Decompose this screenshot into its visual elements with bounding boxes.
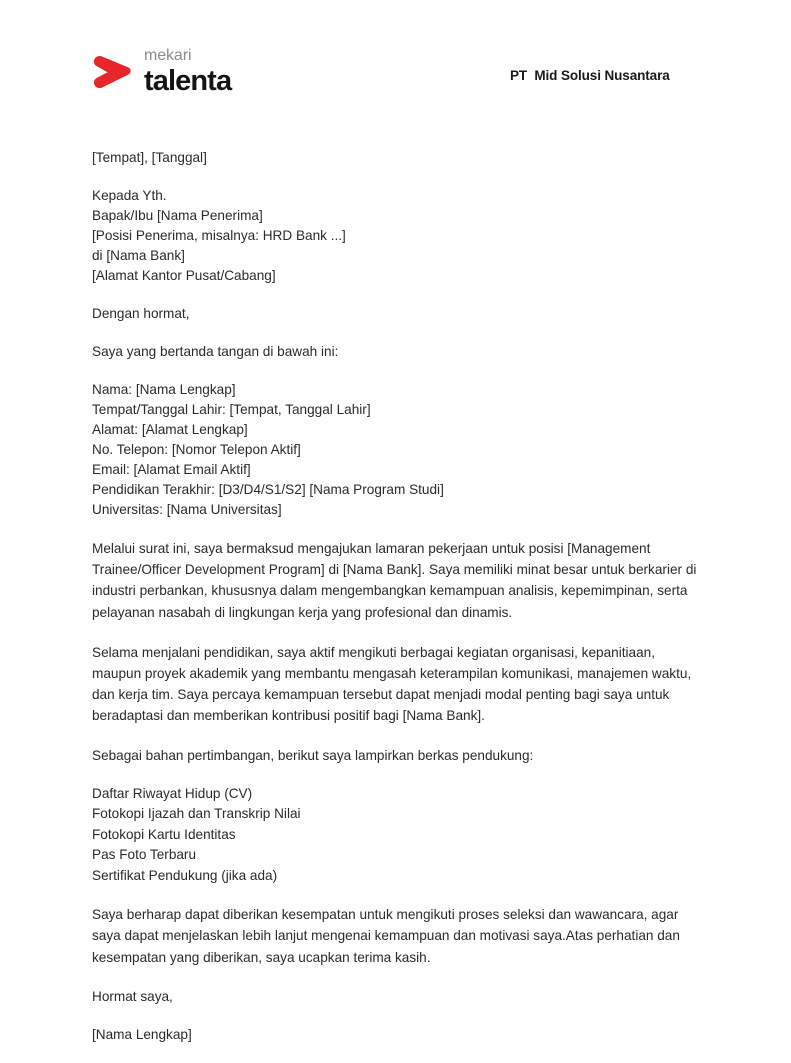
intro-line: Saya yang bertanda tangan di bawah ini: (92, 344, 339, 359)
place-date-block (92, 148, 704, 168)
attachment-item: Sertifikat Pendukung (jika ada) (92, 867, 278, 883)
attachments-list (92, 784, 704, 887)
personal-detail-line: Alamat: [Alamat Lengkap] (92, 422, 248, 437)
attachments-intro-line: Sebagai bahan pertimbangan, berikut saya lampirkan berkas pendukung: (92, 747, 534, 763)
intro-block (92, 342, 704, 362)
body-paragraph-1: Melalui surat ini, saya bermaksud mengajukan lamaran pekerjaan untuk posisi [Management Trainee/Officer Development Program] di [Nama Bank]. Saya memiliki minat besar untuk berkarier di industri perbankan, khususnya dalam mengembangkan kemampuan analisis, kepemimpinan, serta pelayanan nasabah di lingkungan kerja yang profesional dan dinamis. (92, 541, 697, 620)
attachments-intro-block (92, 746, 704, 766)
brand-name-mekari: mekari (144, 47, 192, 64)
mekari-talenta-logo (92, 46, 231, 96)
company-name: PT Mid Solusi Nusantara (510, 68, 670, 83)
brand-wordmark (144, 46, 231, 96)
personal-details-block (92, 380, 704, 520)
attachment-item: Fotokopi Kartu Identitas (92, 826, 236, 842)
body-paragraph-3: Saya berharap dapat diberikan kesempatan untuk mengikuti proses seleksi dan wawancara, agar saya dapat menjelaskan lebih lanjut mengenai kemampuan dan motivasi saya.Atas perhatian dan kesempatan yang diberikan, saya ucapkan terima kasih. (92, 907, 680, 965)
attachment-item: Pas Foto Terbaru (92, 847, 197, 863)
personal-detail-line: No. Telepon: [Nomor Telepon Aktif] (92, 442, 301, 457)
recipient-line: [Alamat Kantor Pusat/Cabang] (92, 268, 276, 283)
chevron-arrow-logo-icon (92, 51, 134, 91)
brand-name-talenta: talenta (144, 65, 232, 97)
salutation-block (92, 304, 704, 324)
personal-detail-line: Email: [Alamat Email Aktif] (92, 462, 251, 477)
attachment-item: Fotokopi Ijazah dan Transkrip Nilai (92, 806, 301, 822)
closing-block (92, 987, 704, 1007)
body-paragraph-2: Selama menjalani pendidikan, saya aktif mengikuti berbagai kegiatan organisasi, kepanitiaan, maupun proyek akademik yang membantu mengasah keterampilan komunikasi, manajemen waktu, dan kerja tim. Saya percaya kemampuan tersebut dapat menjadi modal penting bagi saya untuk beradaptasi dan memberikan kontribusi positif bagi [Nama Bank]. (92, 644, 692, 724)
personal-detail-line: Tempat/Tanggal Lahir: [Tempat, Tanggal Lahir] (92, 402, 371, 417)
closing-line: Hormat saya, (92, 988, 173, 1004)
recipient-line: Bapak/Ibu [Nama Penerima] (92, 208, 263, 223)
recipient-block (92, 186, 704, 286)
place-date-line: [Tempat], [Tanggal] (92, 150, 207, 165)
personal-detail-line: Nama: [Nama Lengkap] (92, 382, 236, 397)
salutation-line: Dengan hormat, (92, 306, 190, 321)
attachment-item: Daftar Riwayat Hidup (CV) (92, 785, 253, 801)
letter-body (92, 148, 704, 1063)
recipient-line: Kepada Yth. (92, 188, 167, 203)
signature-block (92, 1025, 704, 1045)
recipient-line: [Posisi Penerima, misalnya: HRD Bank ...] (92, 228, 346, 243)
letter-header (92, 46, 702, 108)
personal-detail-line: Universitas: [Nama Universitas] (92, 502, 282, 517)
personal-detail-line: Pendidikan Terakhir: [D3/D4/S1/S2] [Nama Program Studi] (92, 482, 444, 497)
recipient-line: di [Nama Bank] (92, 248, 185, 263)
signature-name: [Nama Lengkap] (92, 1026, 192, 1042)
